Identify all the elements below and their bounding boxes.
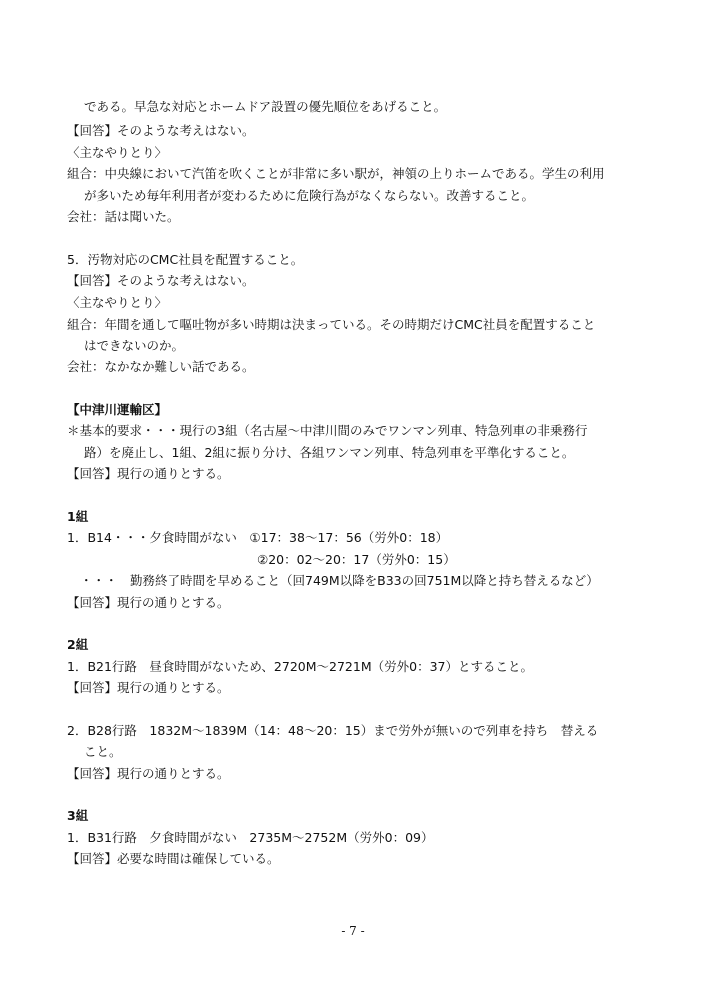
page-number: - 7 - xyxy=(341,924,365,938)
union-remark: 組合：中央線において汽笛を吹くことが非常に多い駅が，神領の上りホームである。学生の利用 xyxy=(67,166,605,181)
answer-line: 【回答】現行の通りとする。 xyxy=(67,466,230,481)
text-line: が多いため毎年利用者が変わるために危険行為がなくならない。改善すること。 xyxy=(84,188,535,203)
demand-item: 1．B31行路 夕食時間がない 2735M～2752M（労外0：09） xyxy=(67,830,434,845)
group-heading: 1組 xyxy=(67,509,89,524)
union-remark: 組合：年間を通して嘔吐物が多い時期は決まっている。その時期だけCMC社員を配置すること xyxy=(67,317,596,332)
text-line: ・・・ 勤務終了時間を早めること（回749M以降をB33の回751M以降と持ち替えるなど） xyxy=(80,573,599,588)
text-line: ②20：02～20：17（労外0：15） xyxy=(257,552,456,567)
answer-line: 【回答】そのような考えはない。 xyxy=(67,123,255,138)
basic-demand: ＊基本的要求・・・現行の3組（名古屋～中津川間のみでワンマン列車、特急列車の非乗務行 xyxy=(67,423,588,438)
answer-line: 【回答】現行の通りとする。 xyxy=(67,680,230,695)
exchange-heading: 〈主なやりとり〉 xyxy=(67,145,168,160)
group-heading: 3組 xyxy=(67,808,89,823)
answer-line: 【回答】必要な時間は確保している。 xyxy=(67,851,280,866)
text-line: はできないのか。 xyxy=(84,338,185,353)
answer-line: 【回答】そのような考えはない。 xyxy=(67,273,255,288)
company-remark: 会社：なかなか難しい話である。 xyxy=(67,359,255,374)
text-line: である。早急な対応とホームドア設置の優先順位をあげること。 xyxy=(84,99,447,114)
text-line: こと。 xyxy=(84,744,122,759)
demand-item: 2．B28行路 1832M～1839M（14：48～20：15）まで労外が無いので列車を持ち 替える xyxy=(67,723,599,738)
demand-item: 1．B21行路 昼食時間がないため、2720M～2721M（労外0：37）とすること。 xyxy=(67,659,533,674)
text-line: 路）を廃止し、1組、2組に振り分け、各組ワンマン列車、特急列車を平準化すること。 xyxy=(84,445,575,460)
answer-line: 【回答】現行の通りとする。 xyxy=(67,766,230,781)
company-remark: 会社：話は聞いた。 xyxy=(67,209,180,224)
answer-line: 【回答】現行の通りとする。 xyxy=(67,595,230,610)
exchange-heading: 〈主なやりとり〉 xyxy=(67,295,168,310)
demand-item: 5．汚物対応のCMC社員を配置すること。 xyxy=(67,252,304,267)
demand-item: 1．B14・・・夕食時間がない ①17：38～17：56（労外0：18） xyxy=(67,530,449,545)
group-heading: 2組 xyxy=(67,637,89,652)
section-heading: 【中津川運輸区】 xyxy=(67,402,168,417)
